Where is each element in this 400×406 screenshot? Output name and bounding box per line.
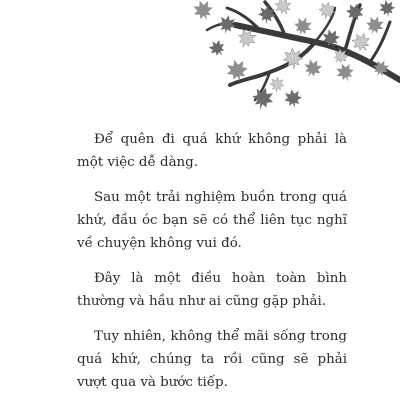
maple-leaves: [190, 0, 396, 112]
text-body: [77, 128, 347, 406]
paragraph: Tuy nhiên, không thể mãi sống trong quá khứ, chúng ta rồi cũng sẽ phải vượt qua và bước tiếp.: [77, 329, 347, 390]
paragraph: Để quên đi quá khứ không phải là một việc dễ dàng.: [77, 132, 347, 170]
paragraph: Sau một trải nghiệm buồn trong quá khứ, đầu óc bạn sẽ có thể liên tục nghĩ về chuyện không vui đó.: [77, 190, 347, 251]
branch-shape: [207, 2, 400, 100]
maple-branch-illustration: [185, 0, 400, 115]
paragraph: Đây là một điều hoàn toàn bình thường và hầu như ai cũng gặp phải.: [77, 271, 347, 309]
